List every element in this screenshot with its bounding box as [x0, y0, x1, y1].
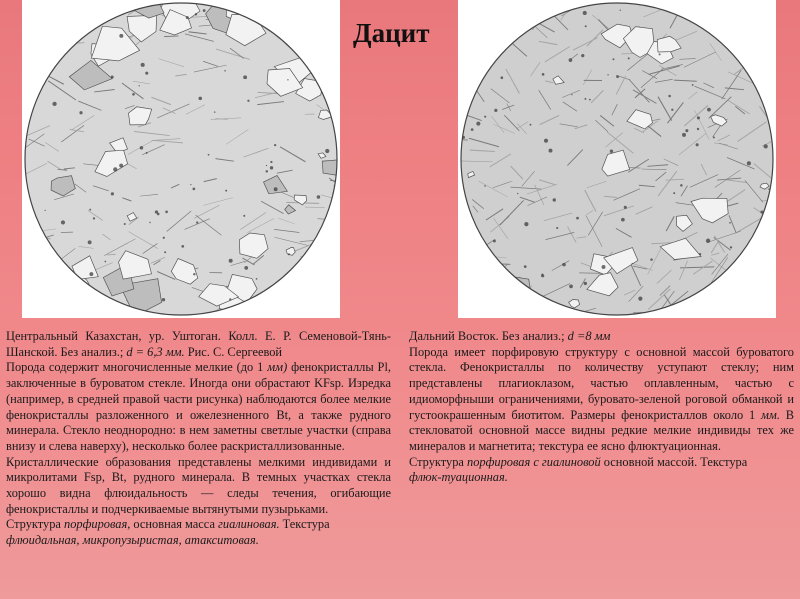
- left-caption-source: Центральный Казахстан, ур. Уштоган. Колл. Е. Р. Семеновой-Тянь-Шанской. Без анализ.; d = 6,3 мм. Рис. С. Сергеевой: [6, 329, 391, 359]
- right-caption-d: d =8 мм: [567, 329, 611, 343]
- right-caption-description: Порода имеет порфировую структуру с основной массой буроватого стекла. Фенокристаллы по количеству уступают стеклу; ним представлены плагиоклазом, частью оплавленным, частью с идиоморфныши ограничениями, буровато-зеленой роговой обманкой и густоокрашенным биотитом. Размеры фенокристаллов около 1 мм. В стекловатой основной массе видны редкие мелкие индивиды тех же минералов и магнетита; текстура ее ясно флюктуационная.: [409, 344, 794, 453]
- left-caption-crystals: Кристаллические образования представлены мелкими индивидами и микролитами Fsp, Bt, рудного минерала. В темных участках стекла хорошо видна флюидальность — следы течения, огибающие фенокристаллы и подчеркиваемые вытянутыми пузырьками.: [6, 454, 391, 516]
- right-caption-structure: Структура порфировая с гиалиновой основной массой. Текстура флюк-туационная.: [409, 454, 748, 485]
- right-caption: [409, 329, 794, 486]
- left-micrograph: [22, 0, 340, 318]
- left-caption-d: d = 6,3 мм.: [126, 344, 185, 359]
- left-micrograph-image: [22, 0, 340, 318]
- left-caption-structure: Структура порфировая, основная масса гиалиновая. Текстура флюидальная, микропузыристая, атакситовая.: [6, 517, 330, 548]
- right-caption-source: Дальний Восток. Без анализ.; d =8 мм: [409, 329, 611, 343]
- left-caption-description: Порода содержит многочисленные мелкие (до 1 мм) фенокристаллы Pl, заключенные в буроватом стекле. Иногда они обрастают KFsp. Изредка (например, в средней правой части рисунка) наблюдаются более мелкие фенокристаллы разложенного и ожелезненного Bt, а также рудного минерала. Стекло неоднородно: в нем заметны светлые участки (справа внизу и слева наверху), несколько более раскристаллизованные.: [6, 360, 391, 453]
- slide-title: Дацит: [353, 18, 430, 48]
- right-micrograph: [458, 0, 776, 318]
- left-caption: [6, 329, 391, 549]
- right-micrograph-image: [458, 0, 776, 318]
